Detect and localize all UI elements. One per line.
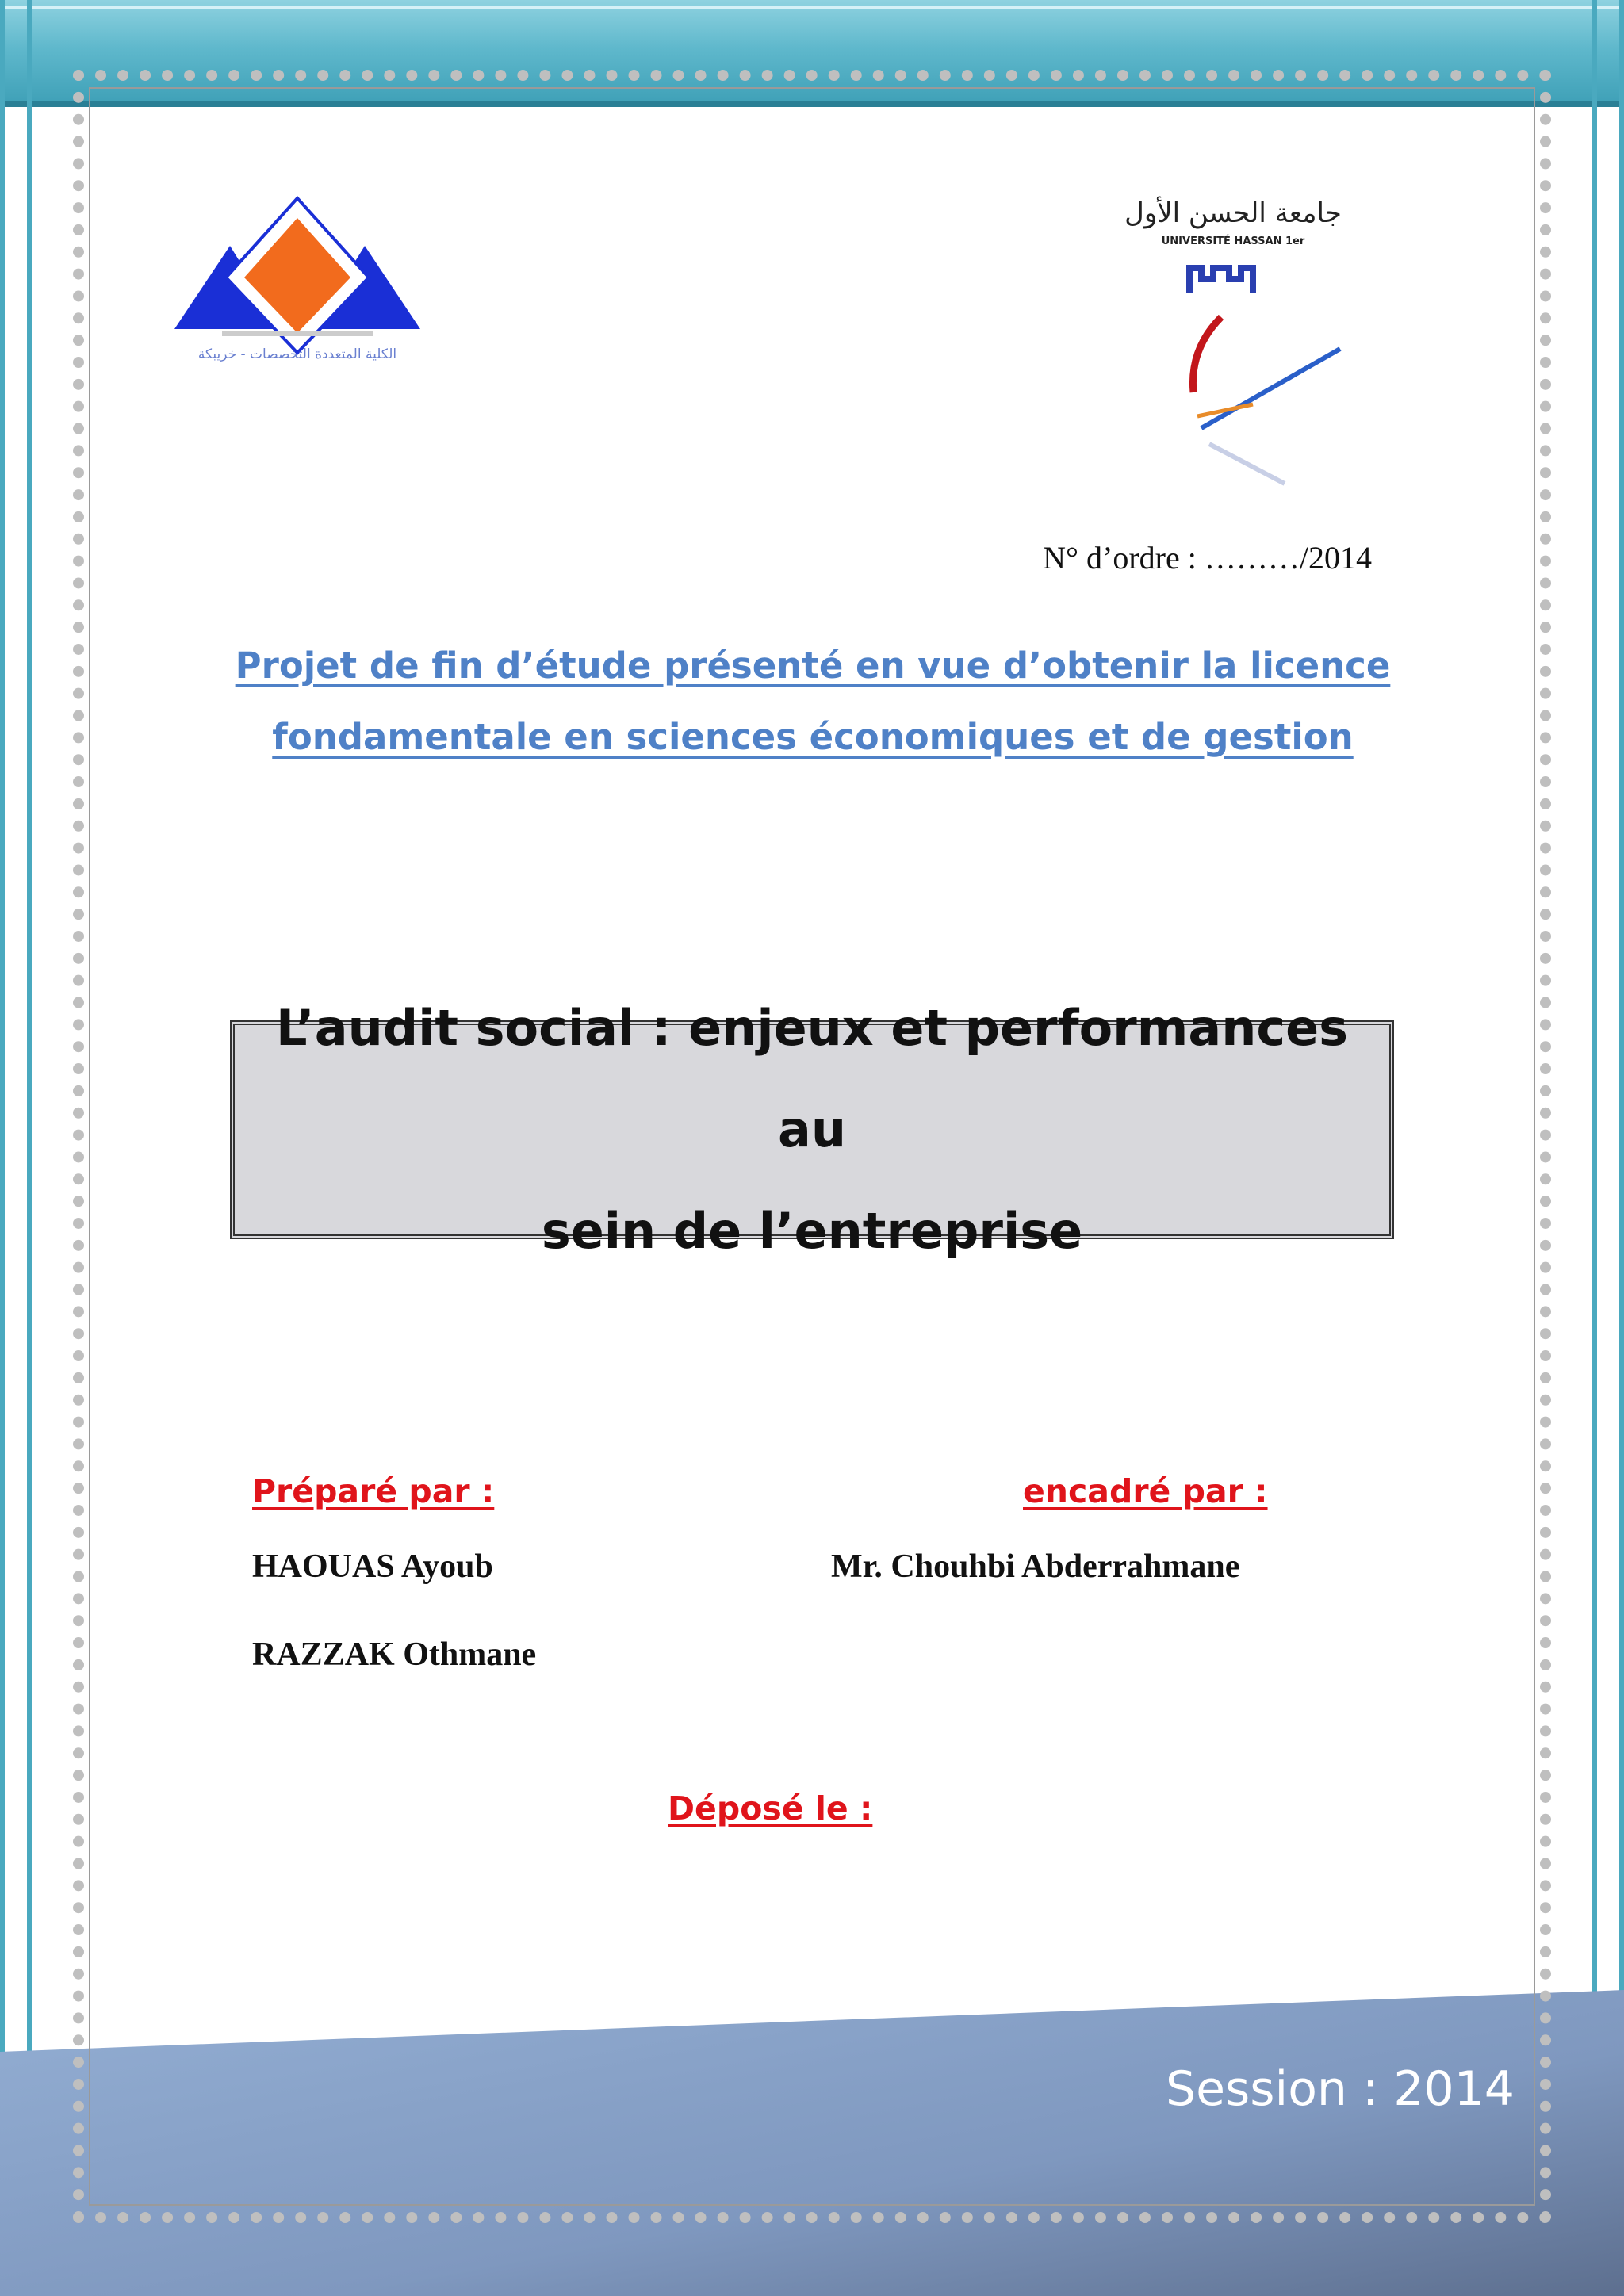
title-box [230, 999, 1394, 1260]
project-line-1: Projet de fin d’étude présenté en vue d’obtenir la licence [235, 645, 1391, 687]
university-logo-arabic: جامعة الحسن الأول [1124, 197, 1342, 229]
university-logo [1102, 190, 1364, 507]
title-line-2: sein de l’entreprise [541, 1202, 1083, 1260]
supervisor-name: Mr. Chouhbi Abderrahmane [831, 1548, 1240, 1585]
left-rail-inner [27, 0, 32, 2296]
right-rail-inner [1592, 0, 1597, 2296]
title-line-1: L’audit social : enjeux et performances au [275, 999, 1349, 1158]
order-value: ………/2014 [1204, 540, 1372, 576]
session-text: Session : 2014 [1166, 2061, 1515, 2117]
order-label: N° d’ordre : [1043, 540, 1197, 576]
prepared-by-label: Préparé par : [252, 1472, 495, 1510]
supervised-by-label: encadré par : [1023, 1472, 1268, 1510]
document-title [235, 978, 1389, 1282]
order-number [1043, 539, 1372, 576]
left-rail [0, 0, 5, 2296]
right-rail [1619, 0, 1624, 2296]
author-name-2: RAZZAK Othmane [252, 1636, 537, 1673]
faculty-logo [174, 190, 420, 373]
project-line-2: fondamentale en sciences économiques et de gestion [272, 716, 1354, 758]
faculty-logo-arabic: الكلية المتعددة التخصصات - خريبكة [197, 346, 397, 362]
top-banner-highlight [0, 6, 1624, 9]
university-logo-latin: UNIVERSITÉ HASSAN 1er [1161, 235, 1305, 247]
author-name-1: HAOUAS Ayoub [252, 1548, 493, 1585]
project-description [198, 630, 1427, 773]
deposit-label: Déposé le : [668, 1789, 873, 1827]
